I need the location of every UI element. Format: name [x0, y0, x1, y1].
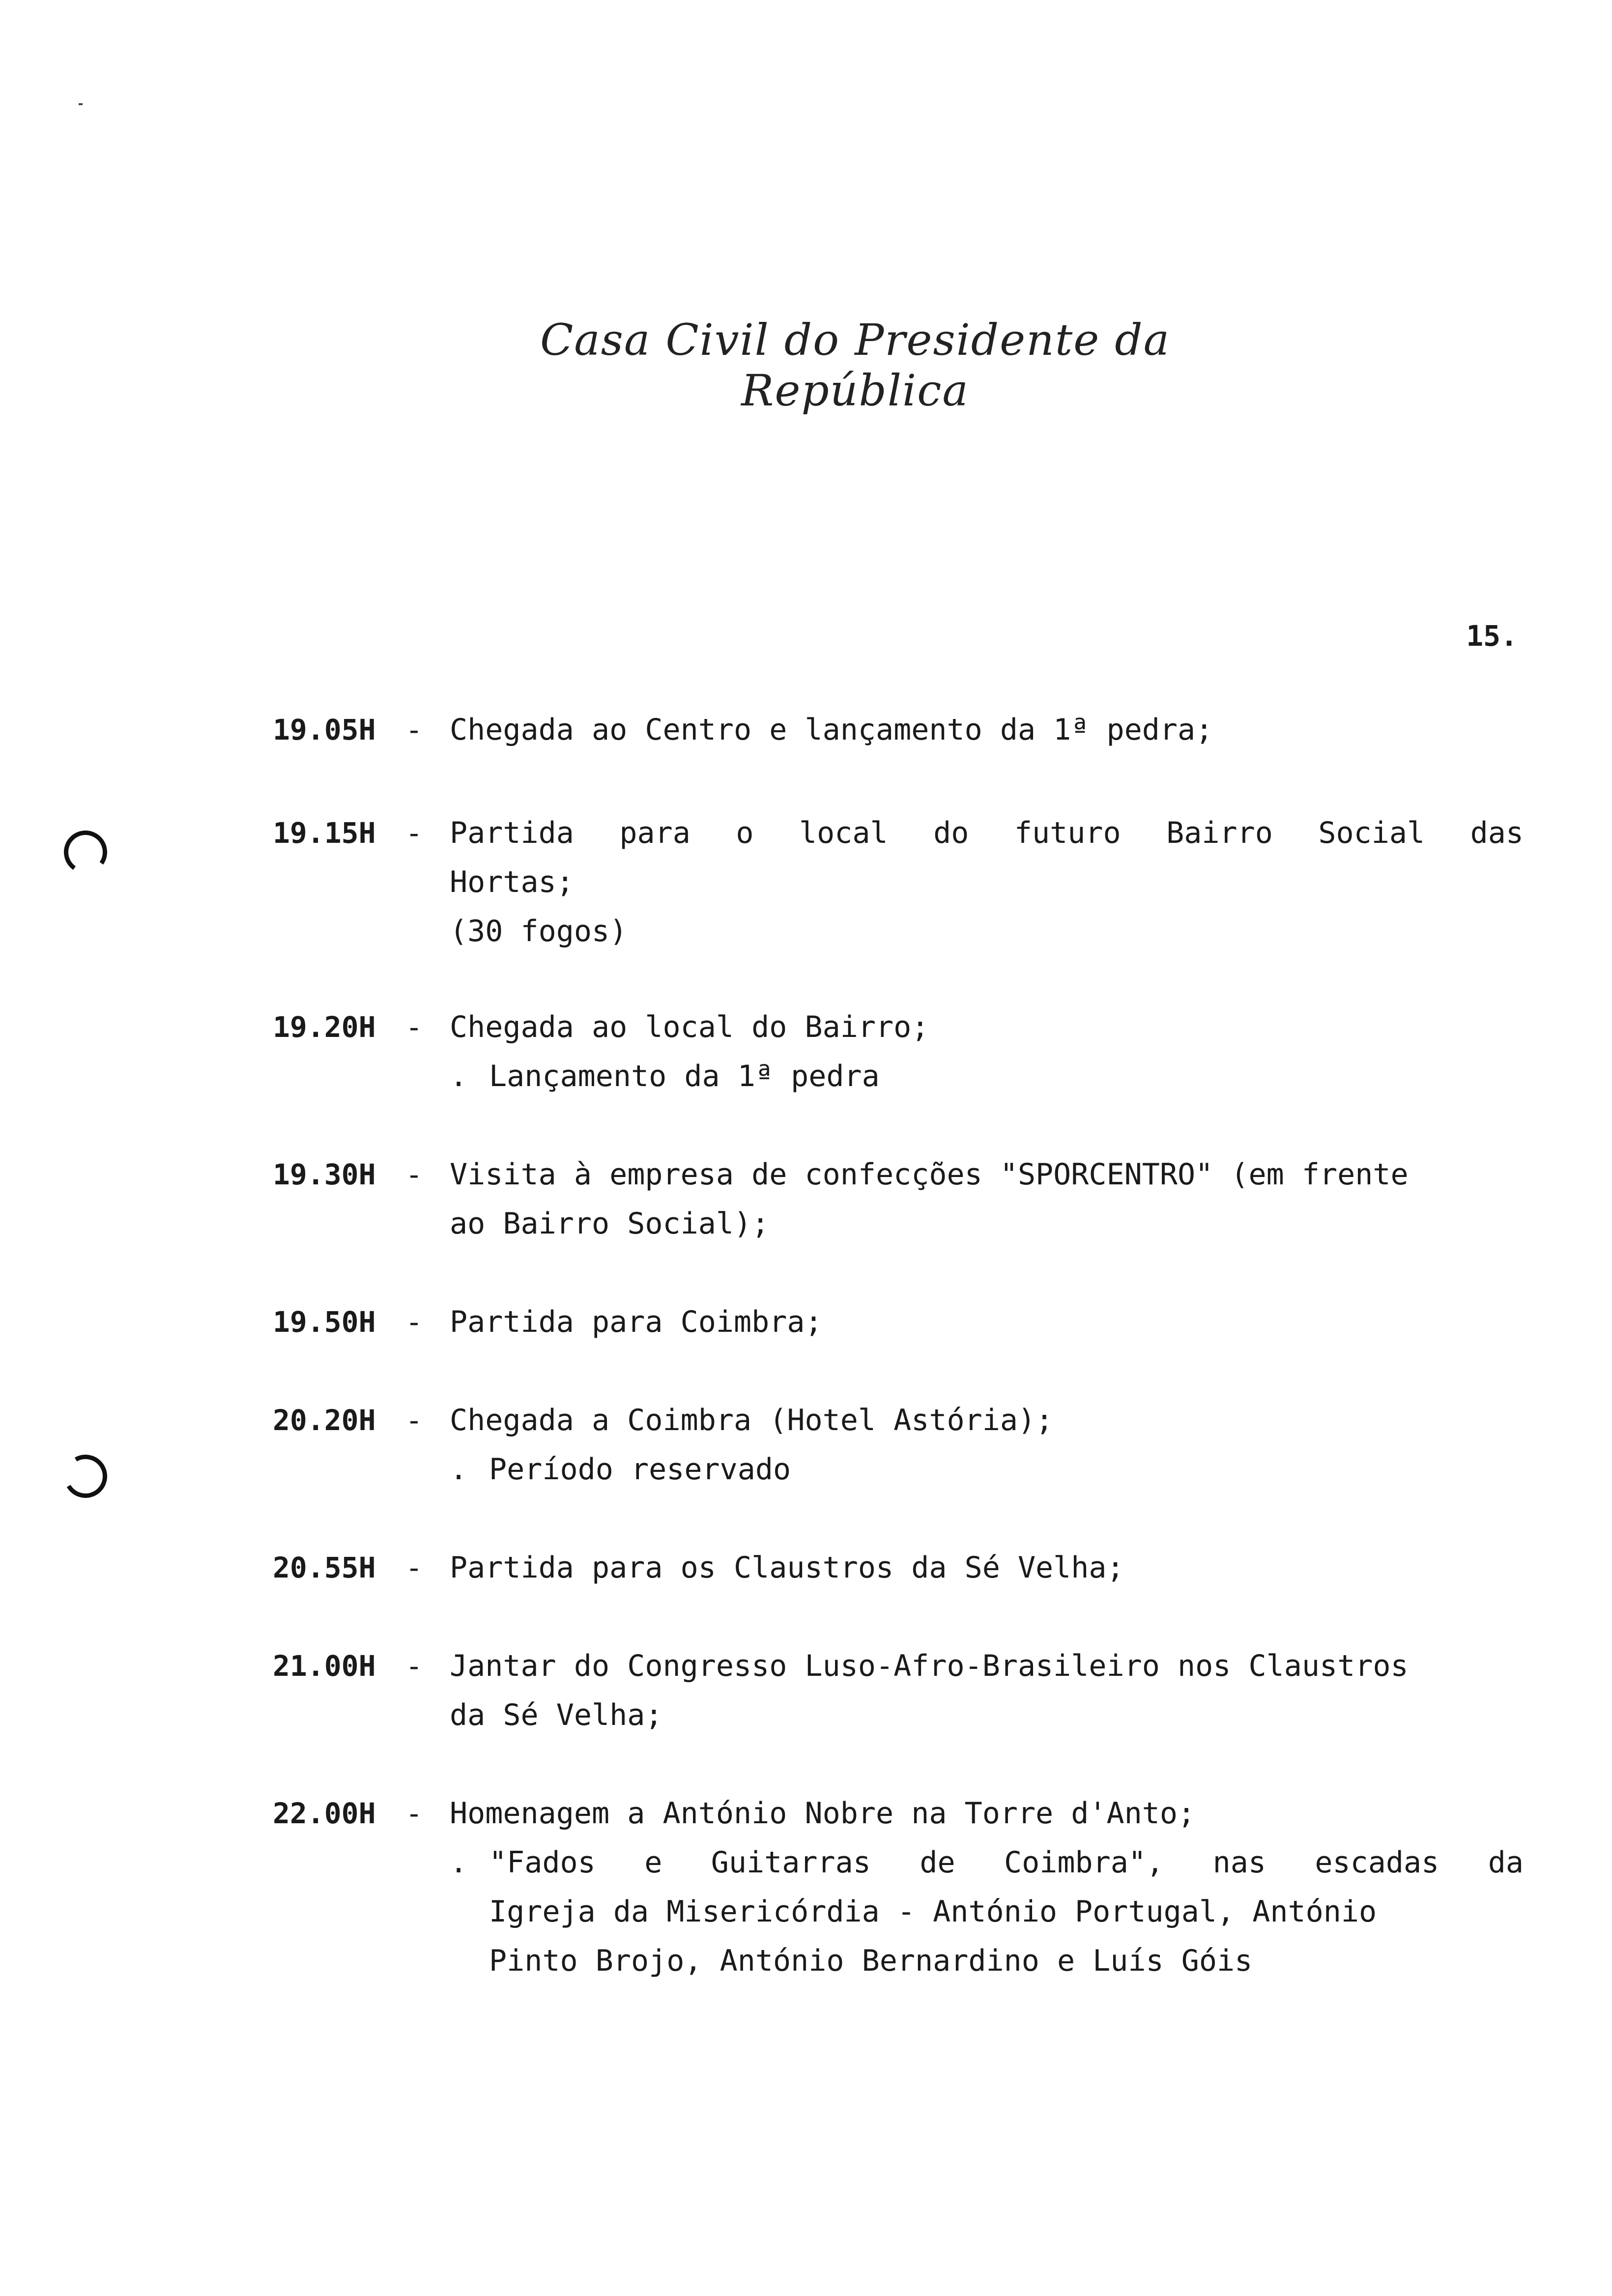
sub-item-line: Igreja da Misericórdia - António Portugal, António [489, 1894, 1377, 1929]
entry-time: 19.05H [273, 713, 376, 746]
punch-hole-mark [60, 827, 111, 877]
sub-item [450, 1445, 1524, 1494]
entry-time: 19.30H [273, 1158, 376, 1191]
entry-line: Jantar do Congresso Luso-Afro-Brasileiro nos Claustros [450, 1649, 1409, 1683]
entry-time: 22.00H [273, 1797, 376, 1830]
entry-line: Chegada a Coimbra (Hotel Astória); [450, 1403, 1054, 1437]
scan-speck [79, 103, 83, 105]
bullet-mark: . [450, 1452, 468, 1487]
sub-item [450, 1052, 1524, 1101]
entry-description [450, 1003, 1524, 1101]
entry-dash: - [405, 1797, 423, 1830]
sub-item [450, 1838, 1524, 1985]
entry-line: da Sé Velha; [450, 1698, 663, 1732]
entry-line: Partida para Coimbra; [450, 1305, 823, 1339]
sub-item-line: Lançamento da 1ª pedra [489, 1059, 880, 1093]
entry-dash: - [405, 1010, 423, 1044]
sub-item-line: "Fados e Guitarras de Coimbra", nas escadas da [489, 1845, 1524, 1880]
sub-item-line: Período reservado [489, 1452, 791, 1487]
entry-line: Homenagem a António Nobre na Torre d'Anto; [450, 1796, 1196, 1831]
entry-dash: - [405, 1404, 423, 1437]
bullet-mark: . [450, 1845, 468, 1880]
letterhead: Casa Civil do Presidente da República [540, 315, 1171, 416]
entry-line: Chegada ao local do Bairro; [450, 1010, 929, 1044]
punch-hole-mark [59, 1450, 112, 1503]
entry-line: Hortas; [450, 865, 574, 899]
entry-dash: - [405, 816, 423, 850]
entry-line: Visita à empresa de confecções "SPORCENTRO" (em frente [450, 1157, 1409, 1192]
entry-description [450, 1297, 1524, 1347]
entry-line: Partida para o local do futuro Bairro Social das [450, 816, 1524, 850]
entry-description [450, 705, 1524, 754]
entry-description [450, 1396, 1524, 1494]
entry-description [450, 1641, 1524, 1740]
page-number: 15. [1466, 619, 1518, 653]
entry-dash: - [405, 1305, 423, 1339]
entry-dash: - [405, 1649, 423, 1683]
entry-description [450, 808, 1524, 956]
entry-line: Chegada ao Centro e lançamento da 1ª pedra; [450, 713, 1213, 747]
entry-line: (30 fogos) [450, 914, 628, 948]
entry-line: ao Bairro Social); [450, 1206, 770, 1241]
entry-line: Partida para os Claustros da Sé Velha; [450, 1550, 1124, 1585]
entry-description [450, 1789, 1524, 1985]
entry-dash: - [405, 1158, 423, 1191]
bullet-mark: . [450, 1059, 468, 1093]
entry-time: 21.00H [273, 1649, 376, 1683]
entry-time: 20.55H [273, 1551, 376, 1584]
sub-item-line: Pinto Brojo, António Bernardino e Luís Góis [489, 1944, 1253, 1978]
entry-time: 19.20H [273, 1010, 376, 1044]
entry-description [450, 1543, 1524, 1592]
entry-time: 19.50H [273, 1305, 376, 1339]
entry-time: 19.15H [273, 816, 376, 850]
entry-dash: - [405, 1551, 423, 1584]
entry-time: 20.20H [273, 1404, 376, 1437]
entry-description [450, 1150, 1524, 1248]
entry-dash: - [405, 713, 423, 746]
